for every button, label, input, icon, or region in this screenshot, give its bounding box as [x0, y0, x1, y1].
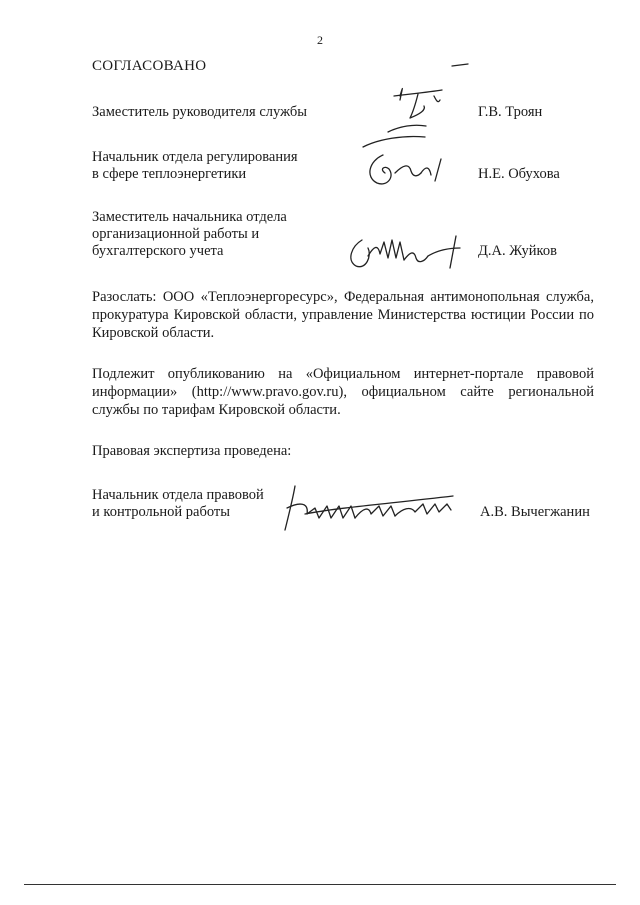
signatory-name: Н.Е. Обухова	[478, 166, 560, 182]
legal-review-role-line: Начальник отдела правовой	[92, 487, 264, 503]
signatory-role-line: Заместитель начальника отдела	[92, 209, 287, 225]
page-number: 2	[317, 33, 323, 47]
legal-review-heading: Правовая экспертиза проведена:	[92, 443, 292, 459]
signature-zhuykov	[338, 226, 478, 276]
signatory-role-line: бухгалтерского учета	[92, 243, 224, 259]
signatory-role-line: организационной работы и	[92, 226, 260, 242]
approval-header: СОГЛАСОВАНО	[92, 58, 207, 74]
publication-paragraph: Подлежит опубликованию на «Официальном интернет-портале правовой информации» (http://www.pravo.gov.ru), официальном сайте региональной службы по тарифам Кировской области.	[92, 366, 594, 418]
signatory-name: Г.В. Троян	[478, 104, 543, 120]
distribution-paragraph: Разослать: ООО «Теплоэнергоресурс», Федеральная антимонопольная служба, прокуратура Кировской области, управление Министерства юстиции России по Кировской области.	[92, 289, 594, 341]
signatory-role-line: в сфере теплоэнергетики	[92, 166, 247, 182]
legal-review-role-line: и контрольной работы	[92, 504, 230, 520]
signature-vychegzhanin	[275, 478, 465, 538]
bottom-rule	[24, 884, 616, 885]
legal-review-name: А.В. Вычегжанин	[480, 504, 590, 520]
signature-obukhova	[355, 125, 475, 195]
signatory-role-line: Начальник отдела регулирования	[92, 149, 298, 165]
signatory-name: Д.А. Жуйков	[478, 243, 557, 259]
signatory-role-line: Заместитель руководителя службы	[92, 104, 308, 120]
